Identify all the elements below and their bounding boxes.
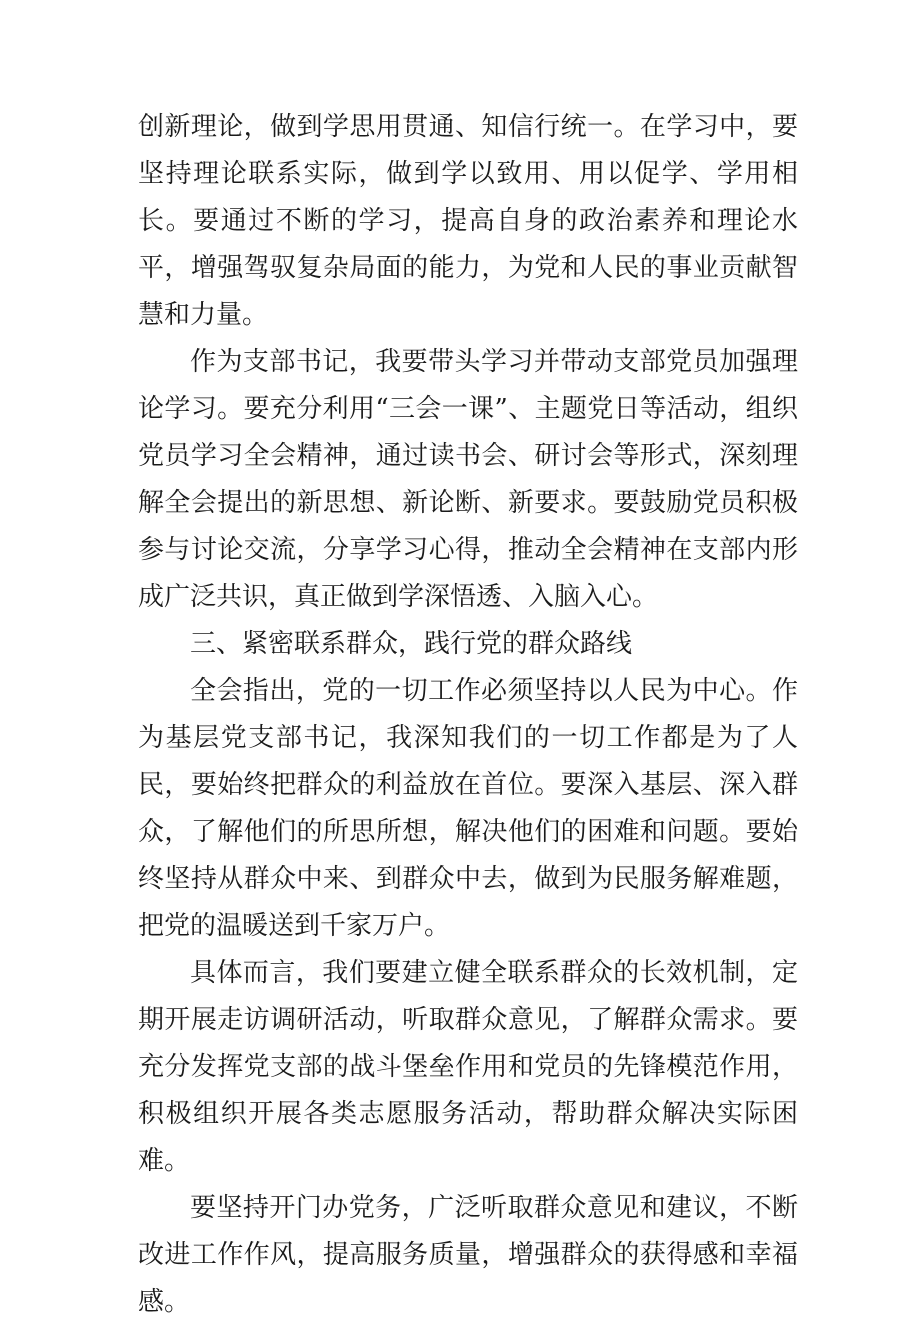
document-body — [138, 104, 798, 1326]
paragraph-people-centered: 全会指出，党的一切工作必须坚持以人民为中心。作为基层党支部书记，我深知我们的一切工作都是为了人民，要始终把群众的利益放在首位。要深入基层、深入群众，了解他们的所思所想，解决他们的困难和问题。要始终坚持从群众中来、到群众中去，做到为民服务解难题，把党的温暖送到千家万户。 — [138, 676, 798, 941]
paragraph-specific-measures: 具体而言，我们要建立健全联系群众的长效机制，定期开展走访调研活动，听取群众意见，了解群众需求。要充分发挥党支部的战斗堡垒作用和党员的先锋模范作用，积极组织开展各类志愿服务活动，帮助群众解决实际困难。 — [138, 958, 798, 1176]
section-heading-three: 三、紧密联系群众，践行党的群众路线 — [190, 629, 633, 659]
paragraph-branch-secretary-study: 作为支部书记，我要带头学习并带动支部党员加强理论学习。要充分利用“三会一课”、主题党日等活动，组织党员学习全会精神，通过读书会、研讨会等形式，深刻理解全会提出的新思想、新论断、新要求。要鼓励党员积极参与讨论交流，分享学习心得，推动全会精神在支部内形成广泛共识，真正做到学深悟透、入脑入心。 — [138, 347, 798, 612]
paragraph-open-door-party-affairs: 要坚持开门办党务，广泛听取群众意见和建议，不断改进工作作风，提高服务质量，增强群众的获得感和幸福感。 — [138, 1193, 798, 1317]
paragraph-continued: 创新理论，做到学思用贯通、知信行统一。在学习中，要坚持理论联系实际，做到学以致用、用以促学、学用相长。要通过不断的学习，提高自身的政治素养和理论水平，增强驾驭复杂局面的能力，为党和人民的事业贡献智慧和力量。 — [138, 112, 798, 330]
